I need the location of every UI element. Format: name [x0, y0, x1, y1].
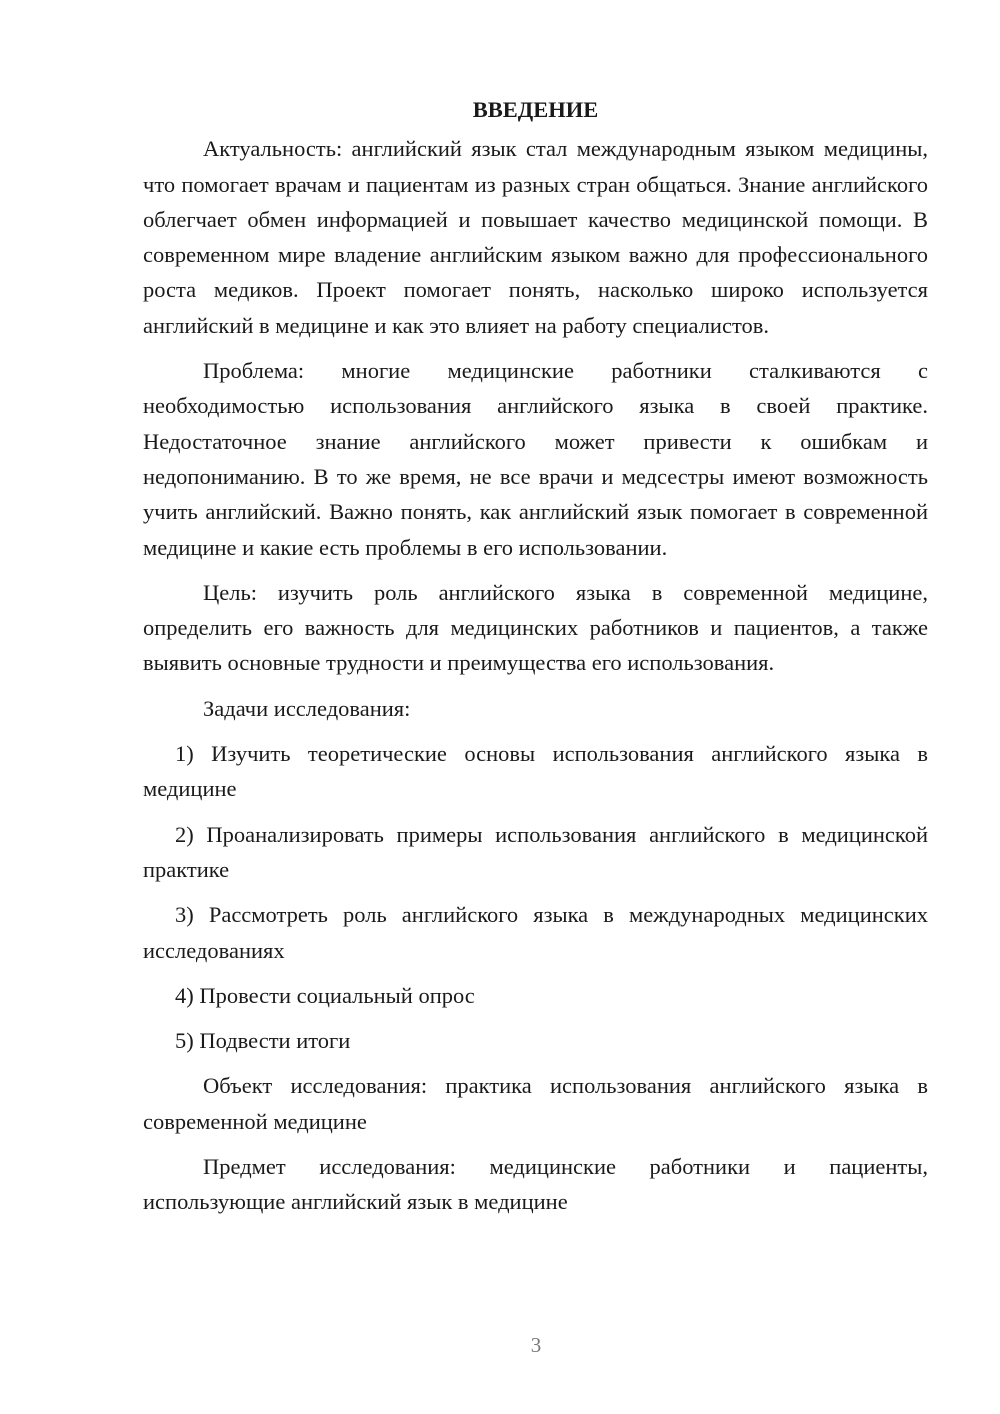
task-item-1: 1) Изучить теоретические основы использования английского языка в медицине: [143, 741, 928, 802]
task-item-2: 2) Проанализировать примеры использования английского в медицинской практике: [143, 821, 928, 882]
section-heading: ВВЕДЕНИЕ: [472, 97, 599, 122]
task-item-4: 4) Провести социальный опрос: [175, 982, 475, 1008]
paragraph-problem: Проблема: многие медицинские работники сталкиваются с необходимостью использования английского языка в своей практике. Недостаточное знание английского может привести к ошибкам и недопониманию. В то же время, не все врачи и медсестры имеют возможность учить английский. Важно понять, как английский язык помогает в современной медицине и какие есть проблемы в его использовании.: [143, 358, 928, 560]
task-item-3: 3) Рассмотреть роль английского языка в международных медицинских исследованиях: [143, 902, 928, 963]
page-number: 3: [530, 1333, 542, 1357]
paragraph-object: Объект исследования: практика использования английского языка в современной медицине: [143, 1073, 928, 1134]
document-page: [143, 92, 928, 1230]
paragraph-goal: Цель: изучить роль английского языка в современной медицине, определить его важность для медицинских работников и пациентов, а также выявить основные трудности и преимущества его использования.: [143, 579, 928, 676]
paragraph-relevance: Актуальность: английский язык стал международным языком медицины, что помогает врачам и пациентам из разных стран общаться. Знание английского облегчает обмен информацией и повышает качество медицинской помощи. В современном мире владение английским языком важно для профессионального роста медиков. Проект помогает понять, насколько широко используется английский в медицине и как это влияет на работу специалистов.: [143, 136, 928, 338]
tasks-title: Задачи исследования:: [203, 695, 411, 721]
task-item-5: 5) Подвести итоги: [175, 1028, 351, 1054]
paragraph-subject: Предмет исследования: медицинские работники и пациенты, использующие английский язык в медицине: [143, 1154, 928, 1215]
